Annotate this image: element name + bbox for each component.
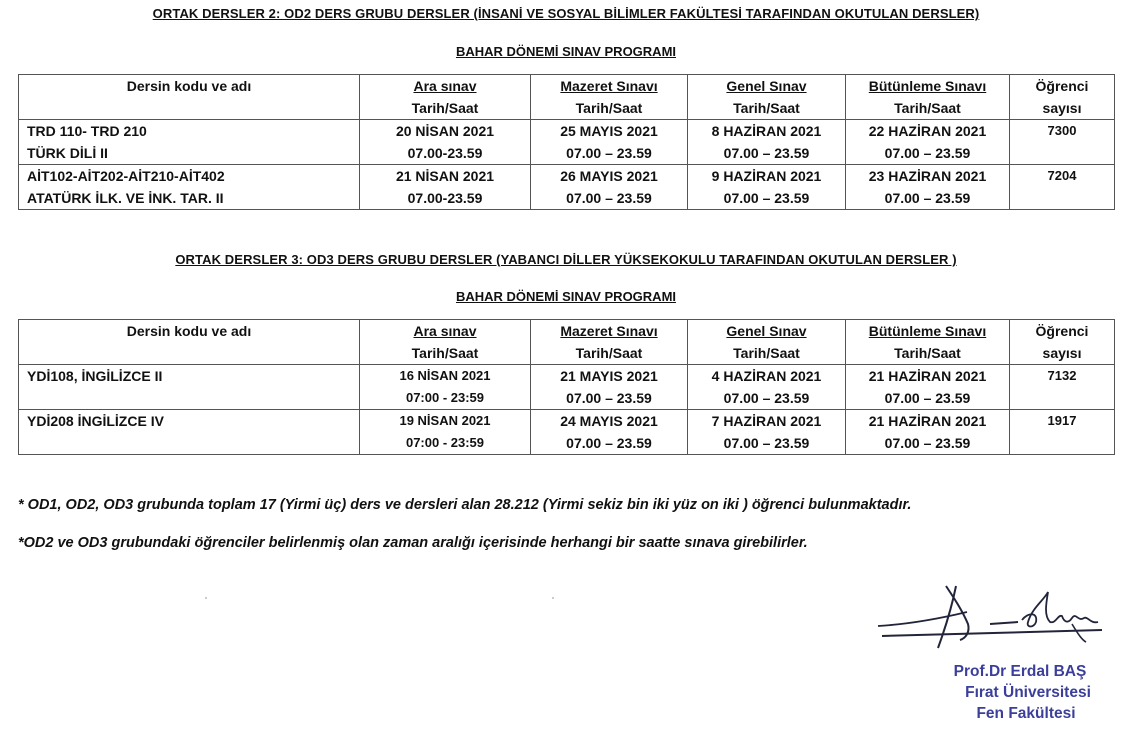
mazeret-cell: 26 MAYIS 2021 07.00 – 23.59 [531, 165, 688, 210]
stamp-university: Fırat Üniversitesi [965, 684, 1091, 701]
header-genel: Genel Sınav Tarih/Saat [688, 320, 846, 365]
scan-speck [205, 597, 207, 599]
butunleme-cell: 23 HAZİRAN 2021 07.00 – 23.59 [846, 165, 1010, 210]
header-ara: Ara sınav Tarih/Saat [360, 320, 531, 365]
genel-cell: 9 HAZİRAN 2021 07.00 – 23.59 [688, 165, 846, 210]
signature [872, 578, 1112, 658]
table-header-row [19, 320, 1115, 365]
genel-cell: 4 HAZİRAN 2021 07.00 – 23.59 [688, 365, 846, 410]
note-2: *OD2 ve OD3 grubundaki öğrenciler belirlenmiş olan zaman aralığı içerisinde herhangi bir saatte sınava girebilirler. [18, 535, 808, 551]
header-butunleme: Bütünleme Sınavı Tarih/Saat [846, 320, 1010, 365]
scan-speck [552, 597, 554, 599]
ara-cell: 19 NİSAN 2021 07:00 - 23:59 [360, 410, 531, 455]
course-cell: YDİ108, İNGİLİZCE II [19, 365, 360, 410]
header-course: Dersin kodu ve adı [19, 75, 360, 120]
section1-heading: ORTAK DERSLER 2: OD2 DERS GRUBU DERSLER (İNSANİ VE SOSYAL BİLİMLER FAKÜLTESİ TARAFINDAN OKUTULAN DERSLER) [152, 6, 980, 21]
section1-table [18, 74, 1115, 210]
header-course: Dersin kodu ve adı [19, 320, 360, 365]
butunleme-cell: 21 HAZİRAN 2021 07.00 – 23.59 [846, 365, 1010, 410]
table-row [19, 365, 1115, 410]
table-row [19, 410, 1115, 455]
course-cell: TRD 110- TRD 210 TÜRK DİLİ II [19, 120, 360, 165]
ara-cell: 16 NİSAN 2021 07:00 - 23:59 [360, 365, 531, 410]
ara-cell: 20 NİSAN 2021 07.00-23.59 [360, 120, 531, 165]
ara-cell: 21 NİSAN 2021 07.00-23.59 [360, 165, 531, 210]
header-ogrenci: Öğrenci sayısı [1010, 320, 1115, 365]
ogrenci-cell: 7300 [1010, 120, 1115, 165]
course-cell: AİT102-AİT202-AİT210-AİT402 ATATÜRK İLK. VE İNK. TAR. II [19, 165, 360, 210]
section1-subheading: BAHAR DÖNEMİ SINAV PROGRAMI [455, 44, 677, 59]
table-row [19, 165, 1115, 210]
mazeret-cell: 21 MAYIS 2021 07.00 – 23.59 [531, 365, 688, 410]
stamp-name: Prof.Dr Erdal BAŞ [953, 663, 1087, 680]
butunleme-cell: 22 HAZİRAN 2021 07.00 – 23.59 [846, 120, 1010, 165]
header-mazeret: Mazeret Sınavı Tarih/Saat [531, 75, 688, 120]
header-butunleme: Bütünleme Sınavı Tarih/Saat [846, 75, 1010, 120]
butunleme-cell: 21 HAZİRAN 2021 07.00 – 23.59 [846, 410, 1010, 455]
table-row [19, 120, 1115, 165]
section2-subheading: BAHAR DÖNEMİ SINAV PROGRAMI [455, 289, 677, 304]
section2-heading: ORTAK DERSLER 3: OD3 DERS GRUBU DERSLER (YABANCI DİLLER YÜKSEKOKULU TARAFINDAN OKUTULAN DERSLER ) [175, 252, 957, 267]
mazeret-cell: 24 MAYIS 2021 07.00 – 23.59 [531, 410, 688, 455]
ogrenci-cell: 1917 [1010, 410, 1115, 455]
table-header-row [19, 75, 1115, 120]
section2-table [18, 319, 1115, 455]
mazeret-cell: 25 MAYIS 2021 07.00 – 23.59 [531, 120, 688, 165]
header-genel: Genel Sınav Tarih/Saat [688, 75, 846, 120]
stamp-faculty: Fen Fakültesi [976, 705, 1076, 722]
genel-cell: 7 HAZİRAN 2021 07.00 – 23.59 [688, 410, 846, 455]
course-cell: YDİ208 İNGİLİZCE IV [19, 410, 360, 455]
header-mazeret: Mazeret Sınavı Tarih/Saat [531, 320, 688, 365]
ogrenci-cell: 7132 [1010, 365, 1115, 410]
header-ara: Ara sınav Tarih/Saat [360, 75, 531, 120]
header-ogrenci: Öğrenci sayısı [1010, 75, 1115, 120]
ogrenci-cell: 7204 [1010, 165, 1115, 210]
note-1: * OD1, OD2, OD3 grubunda toplam 17 (Yirmi üç) ders ve dersleri alan 28.212 (Yirmi sekiz bin iki yüz on iki ) öğrenci bulunmaktadır. [18, 497, 912, 513]
genel-cell: 8 HAZİRAN 2021 07.00 – 23.59 [688, 120, 846, 165]
